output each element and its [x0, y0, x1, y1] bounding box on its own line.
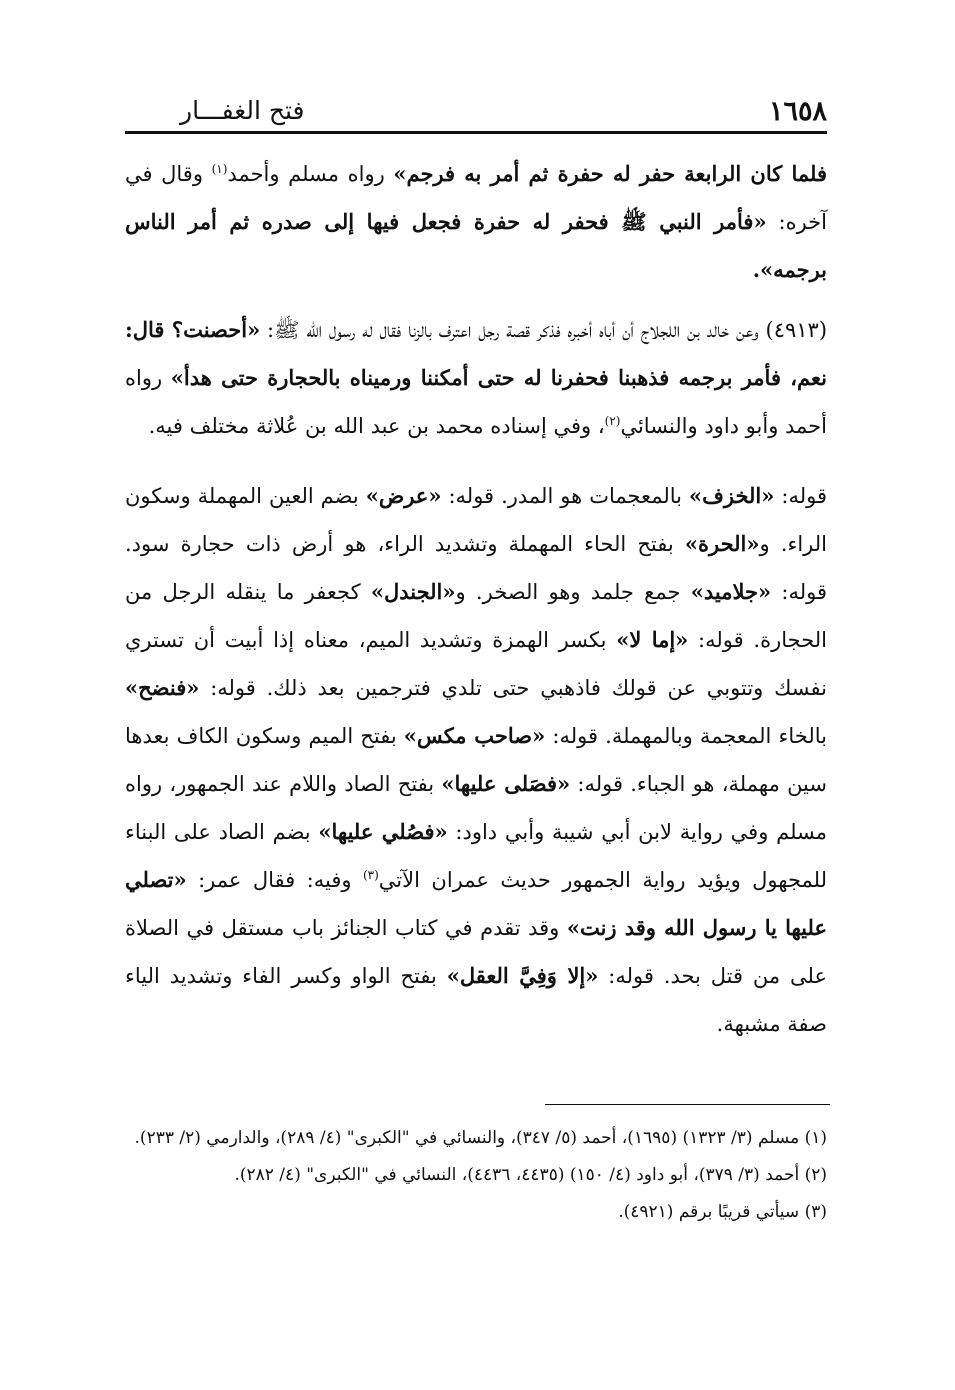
hadith-number: (٤٩١٣)	[765, 318, 828, 342]
footnote-ref-2: (٢)	[604, 414, 621, 428]
term: «الحرة»	[684, 531, 760, 556]
quote: فلما كان الرابعة حفر له حفرة ثم أمر به فرجم»	[393, 161, 827, 186]
term: «عرض»	[365, 483, 442, 508]
term: «جلاميد»	[690, 579, 772, 604]
term: «إما لا»	[616, 627, 689, 652]
page-header	[125, 92, 827, 134]
term: «الخزف»	[688, 483, 775, 508]
running-title: فتح الغفـــار	[180, 96, 305, 125]
footnote-3: (٣) سيأتي قريبًا برقم (٤٩٢١).	[618, 1202, 827, 1222]
footnote-ref-1: (١)	[211, 162, 228, 176]
footnote-ref-3: (٣)	[362, 868, 379, 882]
quote: «فأمر النبي ﷺ فحفر له حفرة فجعل فيها إلى صدره ثم أمر الناس برجمه».	[125, 209, 827, 282]
term: «فنضح»	[125, 675, 200, 700]
term: «صاحب مكس»	[403, 723, 546, 748]
paragraph-1: فلما كان الرابعة حفر له حفرة ثم أمر به فرجم» رواه مسلم وأحمد$^{(١)}$ وقال في آخره: «فأمر النبي ﷺ فحفر له حفرة فجعل فيها إلى صدره ثم أمر الناس برجمه».	[125, 161, 827, 282]
footnote-2: (٢) أحمد (٣/ ٣٧٩)، أبو داود (٤/ ١٥٠) (٤٤٣٥، ٤٤٣٦)، النسائي في "الكبرى" (٤/ ٢٨٢).	[234, 1165, 827, 1185]
term: «الجندل»	[370, 579, 456, 604]
term: «إلا وَفِيَّ العقل»	[446, 963, 599, 988]
paragraph-3: قوله: «الخزف» بالمعجمات هو المدر. قوله: «عرض» بضم العين المهملة وسكون الراء. و«الحرة» بفتح الحاء المهملة وتشديد الراء، هو أرض ذات حجارة سود. قوله: «جلاميد» جمع جلمد وهو الصخر. و«الجندل» كجعفر ما ينقله الرجل من الحجارة. قوله: «إما لا» بكسر الهمزة وتشديد الميم، معناه إذا أبيت أن تستري نفسك وتتوبي عن قولك فاذهبي حتى تلدي فترجمين بعد ذلك. قوله: «فنضح» بالخاء المعجمة وبالمهملة. قوله: «صاحب مكس» بفتح الميم وسكون الكاف بعدها سين مهملة، هو الجباء. قوله: «فصَلى عليها» بفتح الصاد واللام عند الجمهور، رواه مسلم وفي رواية لابن أبي شيبة وأبي داود: «فصُلي عليها» بضم الصاد على البناء للمجهول ويؤيد رواية الجمهور حديث عمران الآتي$^{(٣)}$ وفيه: فقال عمر: «تصلي عليها يا رسول الله وقد زنت» وقد تقدم في كتاب الجنائز باب مستقل في الصلاة على من قتل بحد. قوله: «إلا وَفِيَّ العقل» بفتح الواو وكسر الفاء وتشديد الياء صفة مشبهة.	[125, 483, 828, 1036]
quote: «أحصنت؟ قال: نعم، فأمر برجمه فذهبنا فحفرنا له حتى أمكننا ورميناه بالحجارة حتى هدأ»	[125, 317, 827, 390]
term: «فصَلى عليها»	[441, 771, 571, 796]
page-number: ١٦٥٨	[768, 96, 827, 127]
footnote-separator	[545, 1104, 830, 1105]
footnote-1: (١) مسلم (٣/ ١٣٢٣) (١٦٩٥)، أحمد (٥/ ٣٤٧)، والنسائي في "الكبرى" (٤/ ٢٨٩)، والدارمي (٢/ ٢٣٣).	[134, 1128, 827, 1148]
paragraph-2: (٤٩١٣) وعن خالد بن اللجلاج أن أباه أخبره فذكر قصة رجل اعترف بالزنا فقال له رسول الله ﷺ: «أحصنت؟ قال: نعم، فأمر برجمه فذهبنا فحفرنا له حتى أمكننا ورميناه بالحجارة حتى هدأ» رواه أحمد وأبو داود والنسائي$^{(٢)}$، وفي إسناده محمد بن عبد الله بن عُلاثة مختلف فيه.	[125, 317, 828, 438]
term: «تصلي عليها يا رسول الله وقد زنت»	[125, 867, 828, 940]
main-text	[125, 150, 827, 1048]
footnotes	[125, 1122, 827, 1229]
header-rule	[125, 131, 827, 134]
term: «فصُلي عليها»	[318, 819, 448, 844]
